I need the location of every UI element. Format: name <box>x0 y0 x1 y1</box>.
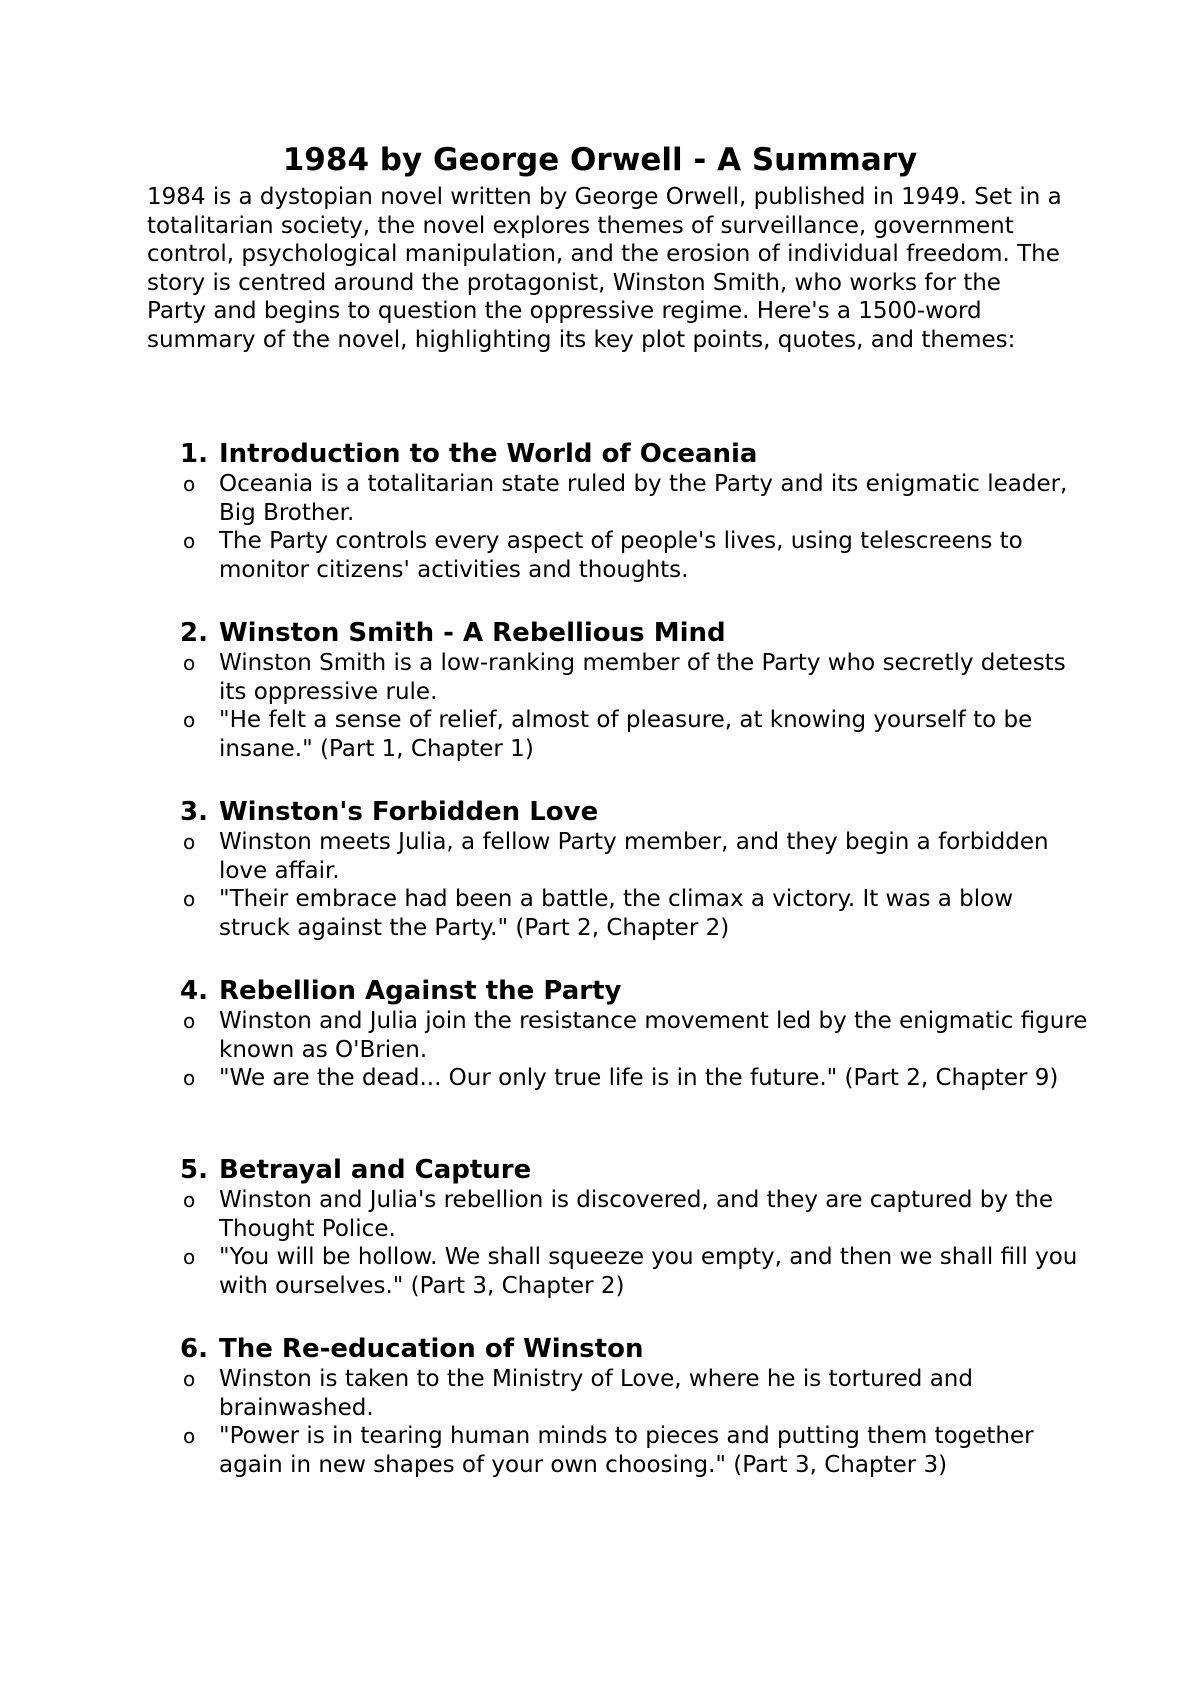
list-item <box>180 1186 1089 1243</box>
list-item <box>180 885 1089 942</box>
bullet-icon: o <box>183 830 196 854</box>
bullet-text: "He felt a sense of relief, almost of pleasure, at knowing yourself to be insane." (Part 1, Chapter 1) <box>219 707 1033 762</box>
bullet-icon: o <box>183 708 196 733</box>
list-item <box>180 1422 1089 1479</box>
bullet-icon: o <box>183 1188 196 1212</box>
bullet-icon: o <box>183 472 196 496</box>
section-title: Rebellion Against the Party <box>219 976 622 1006</box>
section-title: Winston Smith - A Rebellious Mind <box>219 618 726 648</box>
page-title: 1984 by George Orwell - A Summary <box>282 142 918 178</box>
bullet-icon: o <box>183 1367 196 1391</box>
bullet-text: "Power is in tearing human minds to pieces and putting them together again in new shapes of your own choosing." (Part 3, Chapter 3) <box>219 1423 1034 1478</box>
summary-section-1 <box>180 438 1080 584</box>
list-item <box>180 527 1089 584</box>
section-number: 3. <box>180 797 208 827</box>
section-heading <box>180 1333 1080 1365</box>
section-heading <box>180 617 1080 649</box>
section-heading <box>180 438 1080 470</box>
bullet-icon: o <box>183 651 196 675</box>
list-item <box>180 470 1089 527</box>
bullet-text: Winston Smith is a low-ranking member of the Party who secretly detests its oppressive rule. <box>219 650 1066 705</box>
summary-section-6 <box>180 1333 1080 1479</box>
section-title: Winston's Forbidden Love <box>219 797 599 827</box>
bullet-text: The Party controls every aspect of people's lives, using telescreens to monitor citizens' activities and thoughts. <box>219 528 1023 583</box>
summary-section-2 <box>180 617 1080 763</box>
bullet-text: Winston and Julia's rebellion is discovered, and they are captured by the Thought Police. <box>219 1187 1054 1242</box>
section-number: 2. <box>180 618 208 648</box>
list-item <box>180 1243 1089 1300</box>
section-number: 1. <box>180 439 208 469</box>
bullet-icon: o <box>183 1066 196 1091</box>
bullet-text: "You will be hollow. We shall squeeze you empty, and then we shall fill you with ourselves." (Part 3, Chapter 2) <box>219 1244 1078 1299</box>
summary-section-5 <box>180 1154 1080 1300</box>
list-item <box>180 1064 1089 1093</box>
bullet-icon: o <box>183 887 196 912</box>
summary-section-4 <box>180 975 1088 1093</box>
bullet-text: Oceania is a totalitarian state ruled by the Party and its enigmatic leader, Big Brother. <box>219 471 1068 526</box>
section-heading <box>180 1154 1080 1186</box>
bullet-text: Winston meets Julia, a fellow Party member, and they begin a forbidden love affair. <box>219 829 1049 884</box>
bullet-text: "Their embrace had been a battle, the climax a victory. It was a blow struck against the Party." (Part 2, Chapter 2) <box>219 886 1014 941</box>
section-number: 4. <box>180 976 208 1006</box>
bullet-text: Winston is taken to the Ministry of Love, where he is tortured and brainwashed. <box>219 1366 973 1421</box>
section-heading <box>180 975 1080 1007</box>
section-number: 6. <box>180 1334 208 1364</box>
list-item <box>180 649 1089 706</box>
bullet-text: "We are the dead... Our only true life is in the future." (Part 2, Chapter 9) <box>219 1065 1059 1092</box>
summary-section-3 <box>180 796 1080 942</box>
section-title: Introduction to the World of Oceania <box>219 439 758 469</box>
list-item <box>180 1007 1089 1064</box>
list-item <box>180 828 1089 885</box>
section-title: Betrayal and Capture <box>219 1155 532 1185</box>
section-heading <box>180 796 1080 828</box>
bullet-icon: o <box>183 1009 196 1033</box>
list-item <box>180 706 1089 763</box>
list-item <box>180 1365 1089 1422</box>
bullet-icon: o <box>183 1424 196 1449</box>
section-number: 5. <box>180 1155 208 1185</box>
bullet-icon: o <box>183 529 196 554</box>
bullet-text: Winston and Julia join the resistance movement led by the enigmatic figure known as O'Brien. <box>219 1008 1088 1063</box>
intro-paragraph: 1984 is a dystopian novel written by George Orwell, published in 1949. Set in a totalitarian society, the novel explores themes of surveillance, government control, psychological manipulation, and the erosion of individual freedom. The story is centred around the protagonist, Winston Smith, who works for the Party and begins to question the oppressive regime. Here's a 1500-word summary of the novel, highlighting its key plot points, quotes, and themes: <box>147 184 1062 353</box>
section-title: The Re-education of Winston <box>219 1334 644 1364</box>
bullet-icon: o <box>183 1245 196 1270</box>
